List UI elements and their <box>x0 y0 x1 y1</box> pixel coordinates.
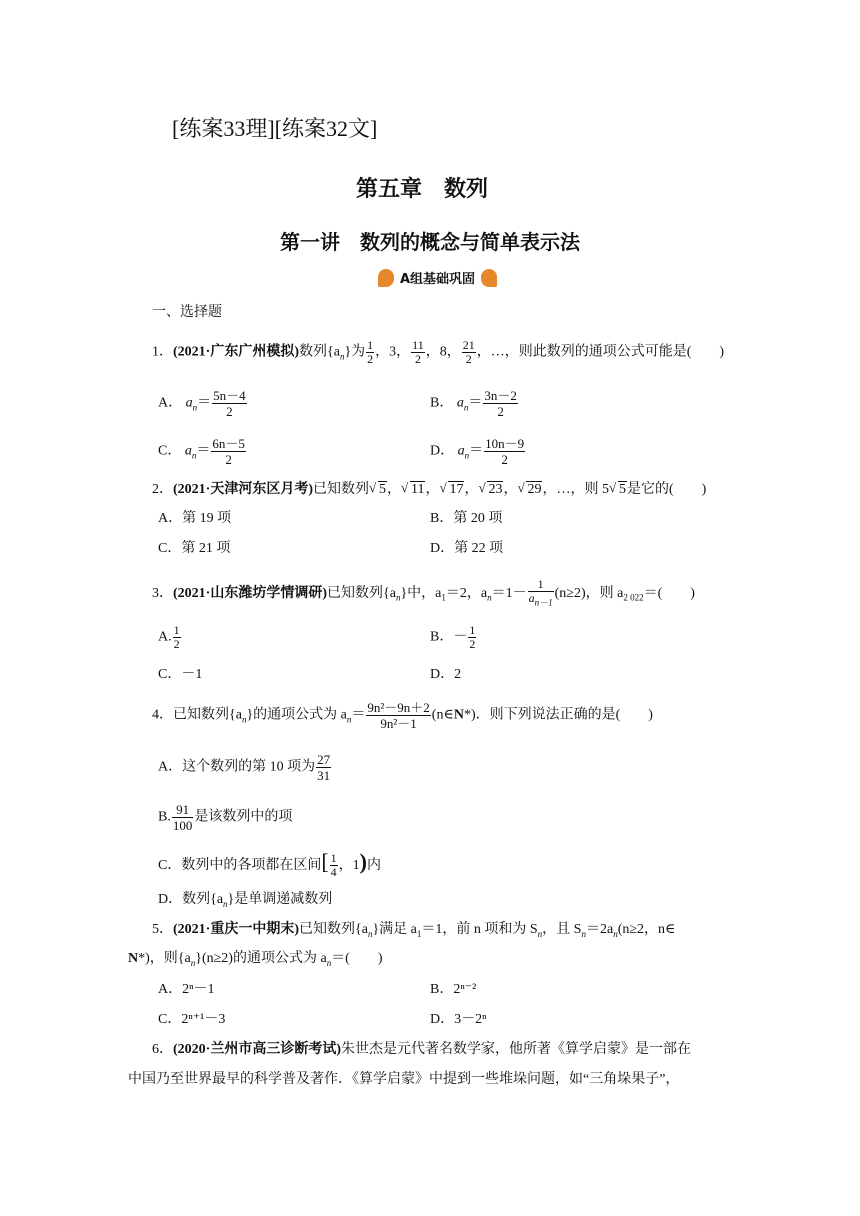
option-3c[interactable]: C．－1 <box>158 667 203 682</box>
question-2-source: (2021·天津河东区月考) <box>173 482 313 497</box>
question-1-source: (2021·广东广州模拟) <box>173 344 299 360</box>
question-6-line-2: 中国乃至世界最早的科学普及著作．《算学启蒙》中提到一些堆垛问题，如“三角垛果子”， <box>128 1072 680 1087</box>
question-4: 4．已知数列$\{a_n\}$的通项公式为 $a_n=$ $\frac{\text{9n²－9n＋2}}{\text{9n²－1}}$ (n∈N*)．则下列说法正确的是( ) <box>152 700 653 731</box>
option-5b[interactable]: B．2ⁿ⁻² <box>430 982 477 997</box>
open-quote-icon <box>378 269 394 287</box>
option-3d[interactable]: D．2 <box>430 667 462 682</box>
option-4b[interactable]: B. $\frac{91}{100}$ 是该数列中的项 <box>158 802 293 833</box>
option-2c[interactable]: C．第 21 项 <box>158 541 231 556</box>
header-label: [练案33理][练案32文] <box>172 116 378 141</box>
option-3b[interactable]: B．－ $\frac{1}{2}$ <box>430 623 476 651</box>
option-2d[interactable]: D．第 22 项 <box>430 541 504 556</box>
group-badge <box>378 268 497 292</box>
group-label: A组基础巩固 <box>400 272 476 287</box>
option-4c[interactable]: C．数列中的各项都在区间[ $\frac{1}{4}$ ，1)内 <box>158 849 381 880</box>
question-6-line-1: 6．(2020·兰州市高三诊断考试)朱世杰是元代著名数学家，他所著《算学启蒙》是一部在 <box>152 1042 691 1057</box>
option-2a[interactable]: A．第 19 项 <box>158 511 232 526</box>
option-3a[interactable]: A. $\frac{1}{2}$ <box>158 623 180 651</box>
option-1a[interactable]: A． $a_n=$ $\frac{5n-4}{2}$ <box>158 388 246 419</box>
question-5-line-1: 5．(2021·重庆一中期末)已知数列$\{a_n\}$满足 $a_1=1$，前 n 项和为 $S_n$，且 $S_n=2a_n(n\ge 2$，n∈ <box>152 922 676 939</box>
option-5a[interactable]: A．2ⁿ－1 <box>158 982 215 997</box>
question-3: 3．(2021·山东潍坊学情调研)已知数列$\{a_n\}$中，$a_1=2$，$a_n=1-$ $\frac{1}{a_{n-1}}$ (n≥2)，则 $a_{2 022}=$( ) <box>152 577 695 608</box>
option-4a[interactable]: A．这个数列的第 10 项为 $\frac{27}{31}$ <box>158 752 331 783</box>
option-4d[interactable]: D．数列$\{a_n\}$是单调递减数列 <box>158 892 333 909</box>
option-2b[interactable]: B．第 20 项 <box>430 511 503 526</box>
chapter-title: 第五章 数列 <box>356 176 489 201</box>
option-1d[interactable]: D． $a_n=$ $\frac{10n-9}{2}$ <box>430 436 525 467</box>
section-title: 第一讲 数列的概念与简单表示法 <box>280 232 580 254</box>
part-title: 一、选择题 <box>152 305 222 320</box>
question-3-source: (2021·山东潍坊学情调研) <box>173 585 327 601</box>
question-5-source: (2021·重庆一中期末) <box>173 922 299 937</box>
question-6-source: (2020·兰州市高三诊断考试) <box>173 1042 341 1057</box>
option-5c[interactable]: C．2ⁿ⁺¹－3 <box>158 1012 226 1027</box>
question-5-line-2: N*)，则$\{a_n\}(n\ge 2)$的通项公式为 $a_n=$( ) <box>128 951 383 968</box>
question-2: 2．(2021·天津河东区月考)已知数列√ 5，√ 11，√ 17，√ 23，√ 29，…，则 5√ 5是它的( ) <box>152 480 706 500</box>
option-5d[interactable]: D．3－2ⁿ <box>430 1012 487 1027</box>
close-quote-icon <box>481 269 497 287</box>
question-1: 1．(2021·广东广州模拟)数列$\{a_n\}$为 $\frac{1}{2}$ ，3， $\frac{11}{2}$ ，8， $\frac{21}{2}$ ，…，则此数列的通项公式可能是( ) <box>152 338 725 366</box>
option-1b[interactable]: B． $a_n=$ $\frac{3n-2}{2}$ <box>430 388 517 419</box>
option-1c[interactable]: C． $a_n=$ $\frac{6n-5}{2}$ <box>158 436 245 467</box>
